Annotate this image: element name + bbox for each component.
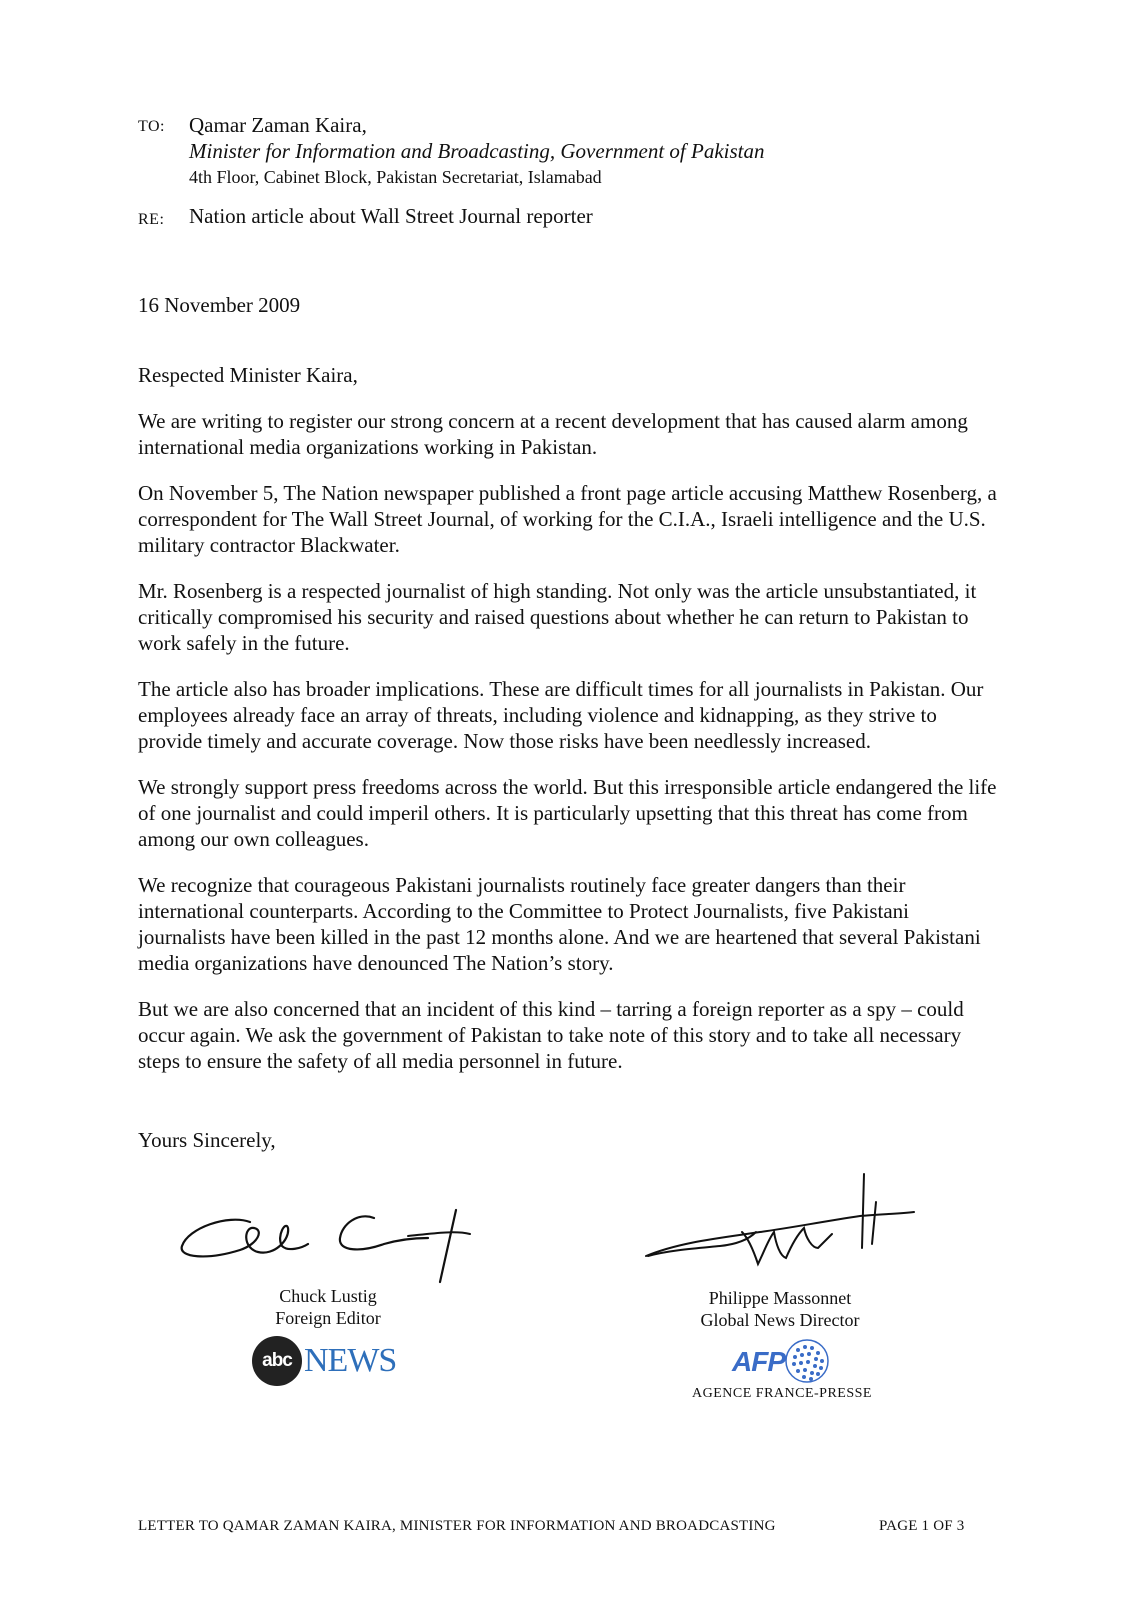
body-paragraph: The article also has broader implications. These are difficult times for all journalists in Pakistan. Our employees already face an array of threats, including violence and kidnapping, as they strive to provide timely and accurate coverage. Now those risks have been needlessly increased. bbox=[138, 677, 984, 753]
signatory-name: Chuck Lustig bbox=[279, 1286, 377, 1306]
abc-news-wordmark: NEWS bbox=[304, 1342, 397, 1379]
signature-chuck-lustig bbox=[178, 1200, 478, 1290]
body-paragraph: But we are also concerned that an incident of this kind – tarring a foreign reporter as a spy – could occur again. We ask the government of Pakistan to take note of this story and to take all necessary steps to ensure the safety of all media personnel in future. bbox=[138, 997, 964, 1073]
salutation: Respected Minister Kaira, bbox=[138, 363, 358, 387]
signatory-2 bbox=[665, 1287, 895, 1331]
body-paragraph: On November 5, The Nation newspaper published a front page article accusing Matthew Rosenberg, a correspondent for The Wall Street Journal, of working for the C.I.A., Israeli intelligence and the U.S. military contractor Blackwater. bbox=[138, 481, 997, 557]
afp-logo bbox=[732, 1338, 832, 1384]
letter-body bbox=[138, 362, 998, 1094]
afp-caption: AGENCE FRANCE-PRESSE bbox=[692, 1386, 872, 1401]
recipient-address: 4th Floor, Cabinet Block, Pakistan Secretariat, Islamabad bbox=[189, 167, 602, 187]
closing: Yours Sincerely, bbox=[138, 1128, 276, 1152]
recipient-title: Minister for Information and Broadcasting, Government of Pakistan bbox=[189, 139, 765, 163]
afp-wordmark: AFP bbox=[732, 1346, 785, 1377]
recipient-block bbox=[189, 112, 765, 190]
signatory-name: Philippe Massonnet bbox=[708, 1288, 852, 1308]
to-label: TO: bbox=[138, 118, 165, 135]
footer-left: LETTER TO QAMAR ZAMAN KAIRA, MINISTER FOR INFORMATION AND BROADCASTING bbox=[138, 1518, 776, 1534]
afp-globe-icon bbox=[784, 1338, 830, 1384]
recipient-name: Qamar Zaman Kaira, bbox=[189, 113, 367, 137]
page-number: PAGE 1 OF 3 bbox=[879, 1518, 965, 1534]
body-paragraph: We strongly support press freedoms across the world. But this irresponsible article endangered the life of one journalist and could imperil others. It is particularly upsetting that this threat has come from among our own colleagues. bbox=[138, 775, 997, 851]
abc-circle-logo: abc bbox=[252, 1336, 302, 1386]
signatory-title: Foreign Editor bbox=[275, 1308, 381, 1328]
re-label: RE: bbox=[138, 211, 165, 228]
body-paragraph: We are writing to register our strong concern at a recent development that has caused alarm among international media organizations working in Pakistan. bbox=[138, 409, 968, 459]
signature-philippe-massonnet bbox=[640, 1172, 920, 1272]
abc-news-logo bbox=[252, 1335, 396, 1387]
signatory-title: Global News Director bbox=[700, 1310, 860, 1330]
body-paragraph: We recognize that courageous Pakistani journalists routinely face greater dangers than their international counterparts. According to the Committee to Protect Journalists, five Pakistani journalists have been killed in the past 12 months alone. And we are heartened that several Pakistani media organizations have denounced The Nation’s story. bbox=[138, 873, 981, 975]
letter-date: 16 November 2009 bbox=[138, 293, 301, 317]
signatory-1 bbox=[228, 1285, 428, 1329]
body-paragraph: Mr. Rosenberg is a respected journalist of high standing. Not only was the article unsubstantiated, it critically compromised his security and raised questions about whether he can return to Pakistan to work safely in the future. bbox=[138, 579, 977, 655]
subject-line: Nation article about Wall Street Journal reporter bbox=[189, 204, 593, 228]
